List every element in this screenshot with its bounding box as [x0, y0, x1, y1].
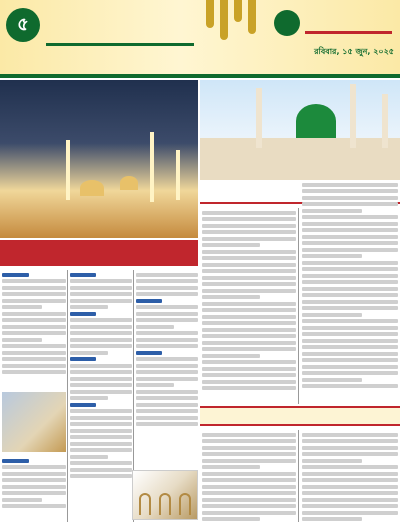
article-column [136, 270, 198, 466]
arch-shape [159, 493, 171, 515]
lantern-icon [206, 0, 214, 28]
article-column [302, 430, 398, 522]
minaret-shape [150, 132, 154, 202]
column-divider [298, 208, 299, 404]
article-column [70, 270, 132, 522]
lantern-icon [220, 0, 228, 40]
masthead-rule [0, 74, 400, 78]
logo-text [305, 12, 392, 34]
minaret-shape [66, 140, 70, 200]
lead-photo [0, 80, 198, 238]
article-column [202, 430, 296, 522]
page-number: ৫ [6, 8, 40, 42]
minaret-shape [350, 84, 356, 148]
dateline: রবিবার, ১৫ জুন, ২০২৫ [314, 47, 394, 56]
architecture-photo [132, 470, 198, 520]
lantern-icon [234, 0, 242, 22]
masthead [0, 0, 400, 78]
column-divider [67, 270, 68, 522]
mosque-wall [200, 138, 400, 180]
logo-icon [274, 10, 300, 36]
headline-history [0, 240, 198, 266]
section-title [46, 6, 194, 46]
mosque-photo [200, 80, 400, 180]
dome-shape [80, 180, 104, 196]
headline-bottom [200, 406, 400, 426]
arch-shape [139, 493, 151, 515]
article-column [302, 180, 398, 404]
dome-shape [120, 176, 138, 190]
minaret-shape [256, 88, 262, 148]
minaret-shape [176, 150, 180, 200]
article-photo [2, 392, 66, 452]
article-column [202, 208, 296, 404]
article-column [2, 456, 66, 522]
green-dome-shape [296, 104, 336, 138]
column-divider [298, 430, 299, 522]
minaret-shape [382, 94, 388, 148]
newspaper-logo [274, 6, 392, 40]
lantern-icon [248, 0, 256, 34]
article-column [2, 270, 66, 390]
arch-shape [179, 493, 191, 515]
